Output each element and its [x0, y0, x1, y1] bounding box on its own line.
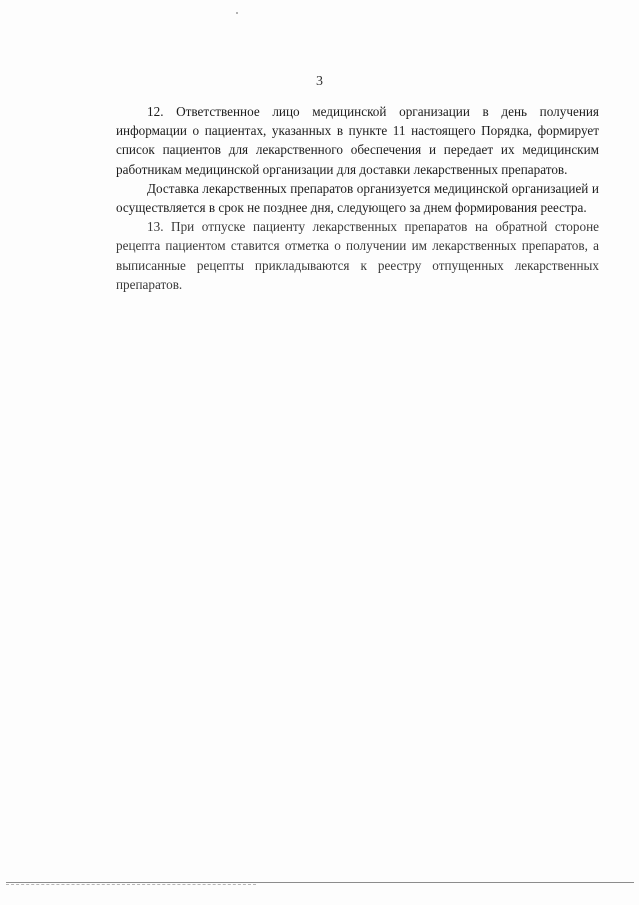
document-body: [116, 102, 599, 294]
scan-bottom-edge-dashed: [6, 884, 256, 885]
page-number: 3: [316, 74, 323, 89]
paragraph-delivery: Доставка лекарственных препаратов организуется медицинской организацией и осуществляется в срок не позднее дня, следующего за днем формирования реестра.: [116, 180, 599, 216]
paragraph-12: 12. Ответственное лицо медицинской организации в день получения информации о пациентах, указанных в пункте 11 настоящего Порядка, формирует список пациентов для лекарственного обеспечения и передает их медицинским работникам медицинской организации для доставки лекарственных препаратов.: [116, 104, 599, 177]
scan-bottom-edge: [6, 882, 634, 883]
paragraph-13: 13. При отпуске пациенту лекарственных препаратов на обратной стороне рецепта пациентом ставится отметка о получении им лекарственных препаратов, а выписанные рецепты прикладываются к реестру отпущенных лекарственных препаратов.: [116, 219, 599, 292]
scan-speck: [236, 12, 238, 14]
